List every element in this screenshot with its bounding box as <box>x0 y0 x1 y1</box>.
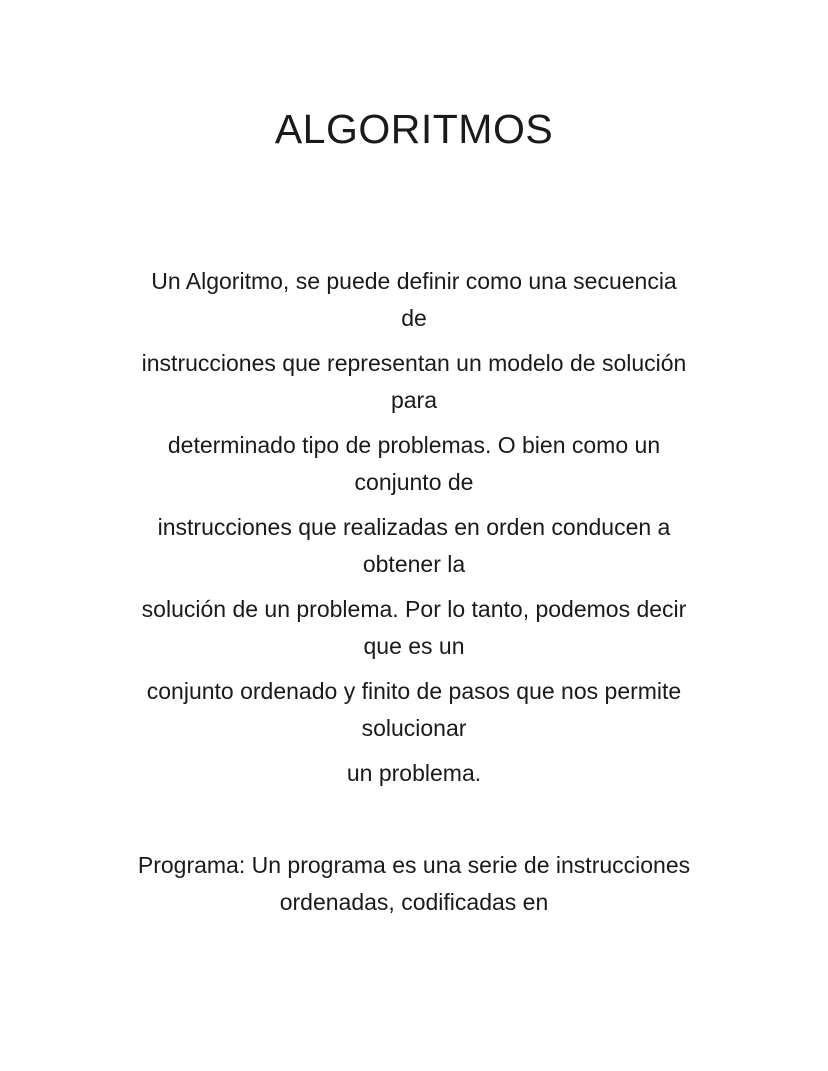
paragraph-line: de <box>401 305 427 331</box>
paragraph-line: que es un <box>363 633 465 659</box>
page-title: ALGORITMOS <box>274 106 554 152</box>
paragraph-line: Programa: Un programa es una serie de instrucciones <box>137 852 691 878</box>
paragraph-line: un problema. <box>346 760 482 786</box>
paragraph-line: instrucciones que realizadas en orden conducen a <box>157 514 671 540</box>
paragraph-line: para <box>390 387 438 413</box>
paragraph-line: conjunto de <box>354 469 474 495</box>
paragraph-line: determinado tipo de problemas. O bien como un <box>167 432 661 458</box>
paragraph-line: obtener la <box>362 551 466 577</box>
paragraph-line: ordenadas, codificadas en <box>279 889 549 915</box>
paragraph-line: solucionar <box>361 715 467 741</box>
paragraph-line: Un Algoritmo, se puede definir como una secuencia <box>151 268 677 294</box>
paragraph-line: conjunto ordenado y finito de pasos que nos permite <box>146 678 682 704</box>
paragraph-line: instrucciones que representan un modelo de solución <box>141 350 687 376</box>
paragraph-line: solución de un problema. Por lo tanto, podemos decir <box>141 596 687 622</box>
